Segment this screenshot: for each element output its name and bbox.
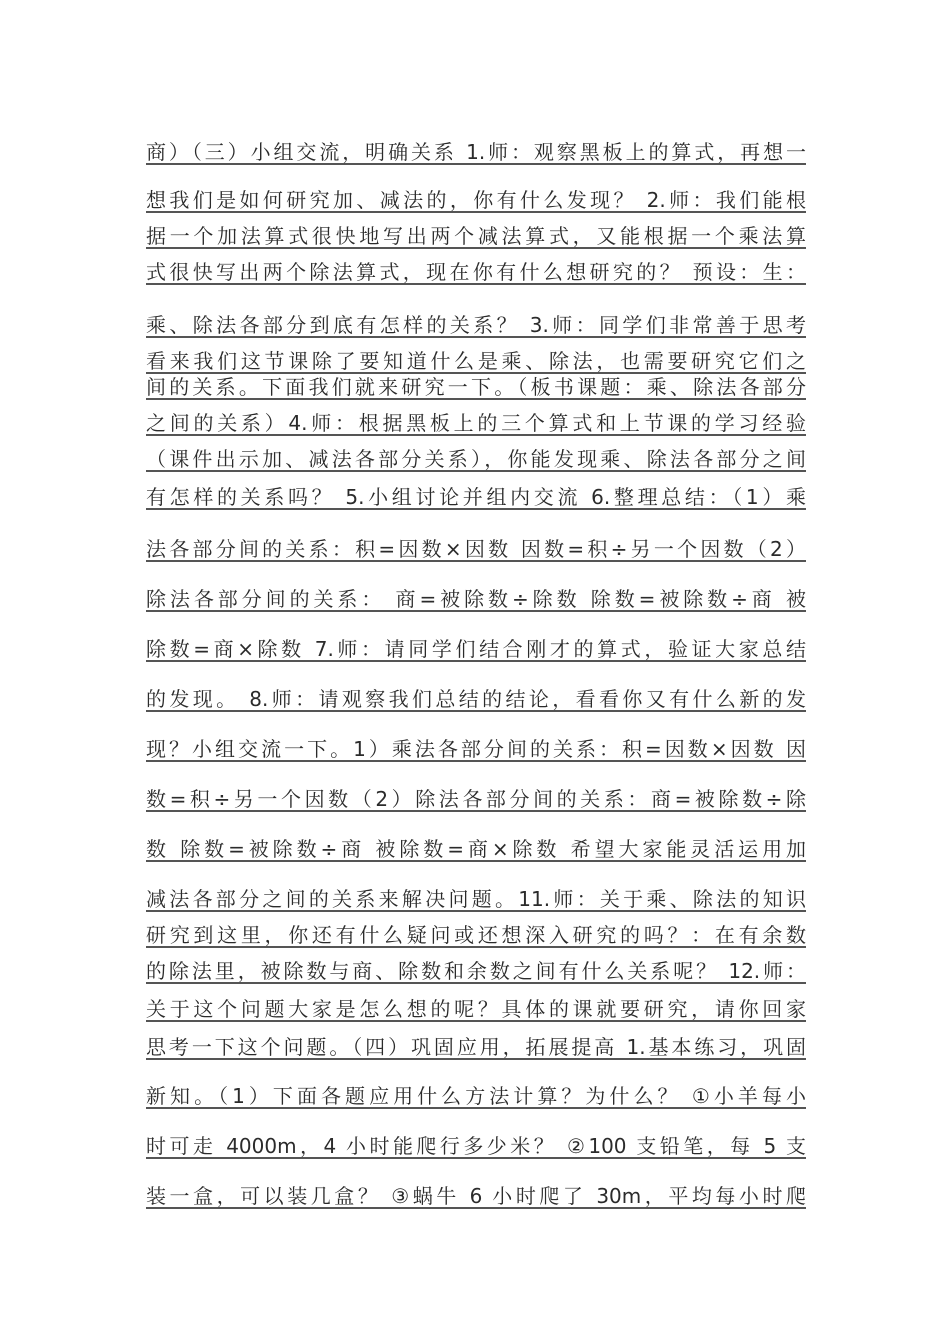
text-line: 有怎样的关系吗？ 5.小组讨论并组内交流 6.整理总结：（1）乘	[146, 485, 806, 509]
text-line: 除数=商×除数 7.师：请同学们结合刚才的算式，验证大家总结	[146, 637, 806, 661]
text-line: 除法各部分间的关系： 商=被除数÷除数 除数=被除数÷商 被	[146, 587, 806, 611]
text-line: 之间的关系）4.师：根据黑板上的三个算式和上节课的学习经验	[146, 411, 806, 435]
text-line: 数=积÷另一个因数（2）除法各部分间的关系：商=被除数÷除	[146, 787, 806, 811]
text-line: 据一个加法算式很快地写出两个减法算式，又能根据一个乘法算	[146, 224, 806, 248]
text-line: 法各部分间的关系：积=因数×因数 因数=积÷另一个因数（2）	[146, 537, 806, 561]
text-line: 数 除数=被除数÷商 被除数=商×除数 希望大家能灵活运用加	[146, 837, 806, 861]
text-line: 看来我们这节课除了要知道什么是乘、除法，也需要研究它们之	[146, 349, 806, 373]
text-line: 时可走 4000m，4 小时能爬行多少米？ ②100 支铅笔，每 5 支	[146, 1134, 806, 1158]
text-line: 思考一下这个问题。（四）巩固应用，拓展提高 1.基本练习，巩固	[146, 1035, 806, 1059]
text-line: 关于这个问题大家是怎么想的呢？具体的课就要研究，请你回家	[146, 997, 806, 1021]
text-line: 间的关系。下面我们就来研究一下。（板书课题：乘、除法各部分	[146, 375, 806, 399]
text-line: 乘、除法各部分到底有怎样的关系？ 3.师：同学们非常善于思考	[146, 313, 806, 337]
text-line: 想我们是如何研究加、减法的，你有什么发现？ 2.师：我们能根	[146, 188, 806, 212]
text-line: 现？小组交流一下。1）乘法各部分间的关系：积=因数×因数 因	[146, 737, 806, 761]
text-line: 减法各部分之间的关系来解决问题。11.师：关于乘、除法的知识	[146, 887, 806, 911]
text-line: （课件出示加、减法各部分关系），你能发现乘、除法各部分之间	[146, 447, 806, 471]
text-line: 新知。（1）下面各题应用什么方法计算？为什么？ ①小羊每小	[146, 1084, 806, 1108]
text-line: 研究到这里，你还有什么疑问或还想深入研究的吗？：在有余数	[146, 923, 806, 947]
text-line: 商）（三）小组交流，明确关系 1.师：观察黑板上的算式，再想一	[146, 140, 806, 164]
text-line: 装一盒，可以装几盒？ ③蜗牛 6 小时爬了 30m，平均每小时爬	[146, 1184, 806, 1208]
text-line: 的发现。 8.师：请观察我们总结的结论，看看你又有什么新的发	[146, 687, 806, 711]
text-line: 的除法里，被除数与商、除数和余数之间有什么关系呢？ 12.师：	[146, 959, 806, 983]
text-line: 式很快写出两个除法算式，现在你有什么想研究的？ 预设：生：	[146, 260, 806, 284]
